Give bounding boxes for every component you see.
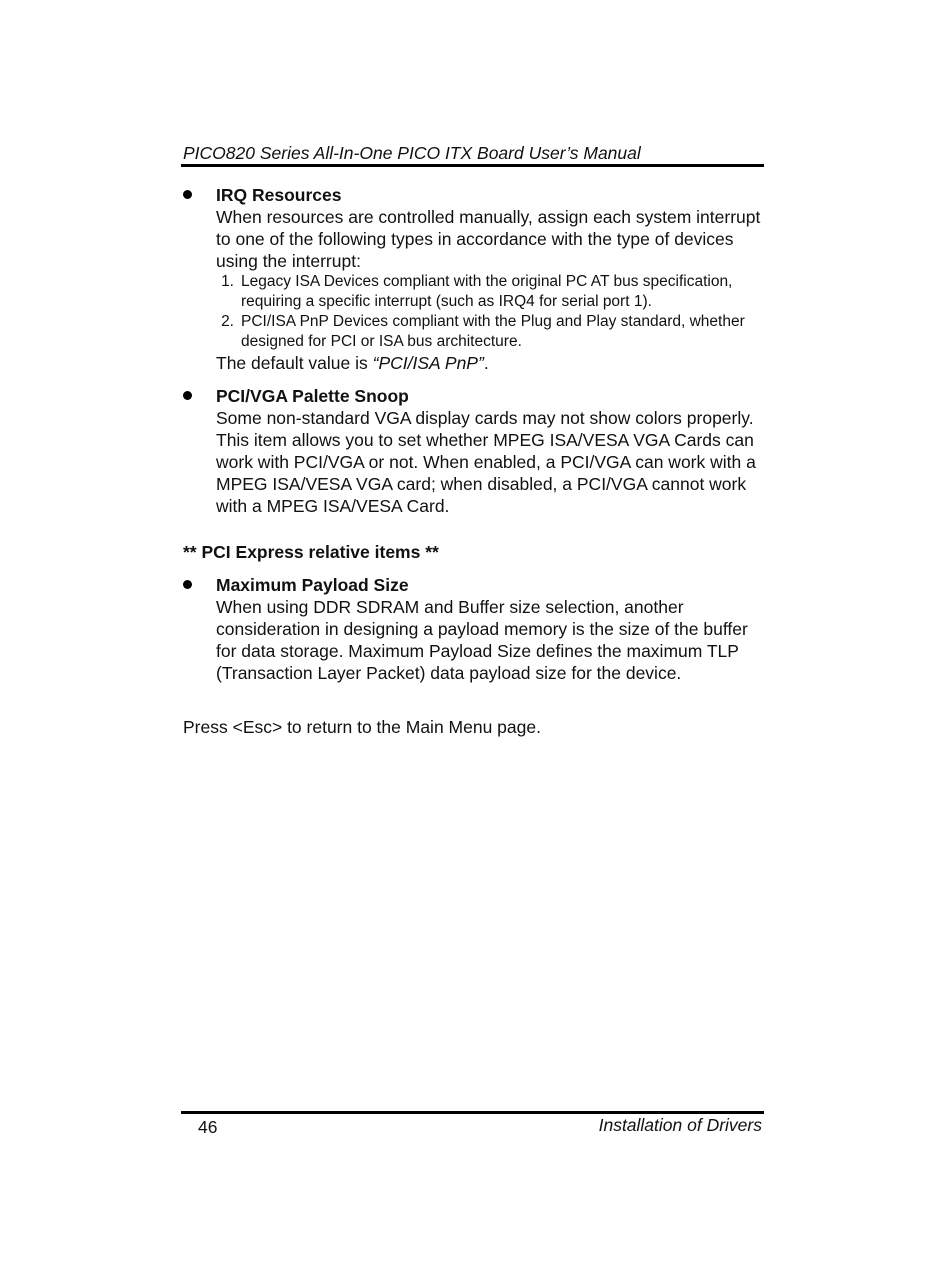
max-payload-item (183, 574, 768, 684)
default-suffix: . (483, 353, 489, 373)
palette-snoop-item (183, 385, 768, 517)
irq-resources-title: IRQ Resources (216, 185, 342, 205)
bullet-icon (183, 391, 192, 400)
irq-type-option (216, 312, 768, 352)
section-heading: ** PCI Express relative items ** (183, 542, 439, 562)
default-value: “PCI/ISA PnP” (372, 353, 484, 373)
irq-default-value (216, 352, 768, 374)
footer-section-title: Installation of Drivers (598, 1115, 762, 1135)
option-number: 2. (221, 313, 234, 330)
option-text: Legacy ISA Devices compliant with the original PC AT bus specification, requiring a specific interrupt (such as IRQ4 for serial port 1). (241, 273, 733, 310)
bullet-icon (183, 190, 192, 199)
option-number: 1. (221, 273, 234, 290)
page-content (183, 184, 768, 738)
esc-note: Press <Esc> to return to the Main Menu page. (183, 717, 541, 737)
page-number: 46 (198, 1117, 218, 1137)
palette-snoop-description: Some non-standard VGA display cards may not show colors properly. This item allows you to set whether MPEG ISA/VESA VGA Cards can work with PCI/VGA or not. When enabled, a PCI/VGA can work with a MPEG ISA/VESA VGA card; when disabled, a PCI/VGA cannot work with a MPEG ISA/VESA Card. (216, 408, 756, 516)
max-payload-title: Maximum Payload Size (216, 575, 409, 595)
irq-resources-item (183, 184, 768, 374)
running-header: PICO820 Series All-In-One PICO ITX Board User’s Manual (183, 143, 641, 163)
irq-type-option (216, 272, 768, 312)
bullet-icon (183, 580, 192, 589)
irq-resources-description: When resources are controlled manually, assign each system interrupt to one of the following types in accordance with the type of devices using the interrupt: (216, 207, 761, 271)
max-payload-description: When using DDR SDRAM and Buffer size selection, another consideration in designing a payload memory is the size of the buffer for data storage. Maximum Payload Size defines the maximum TLP (Transaction Layer Packet) data payload size for the device. (216, 597, 748, 683)
irq-type-list (216, 272, 768, 352)
header-divider (181, 164, 764, 167)
default-prefix: The default value is (216, 353, 373, 373)
footer-divider (181, 1111, 764, 1114)
palette-snoop-title: PCI/VGA Palette Snoop (216, 386, 409, 406)
option-text: PCI/ISA PnP Devices compliant with the Plug and Play standard, whether designed for PCI or ISA bus architecture. (241, 313, 745, 350)
